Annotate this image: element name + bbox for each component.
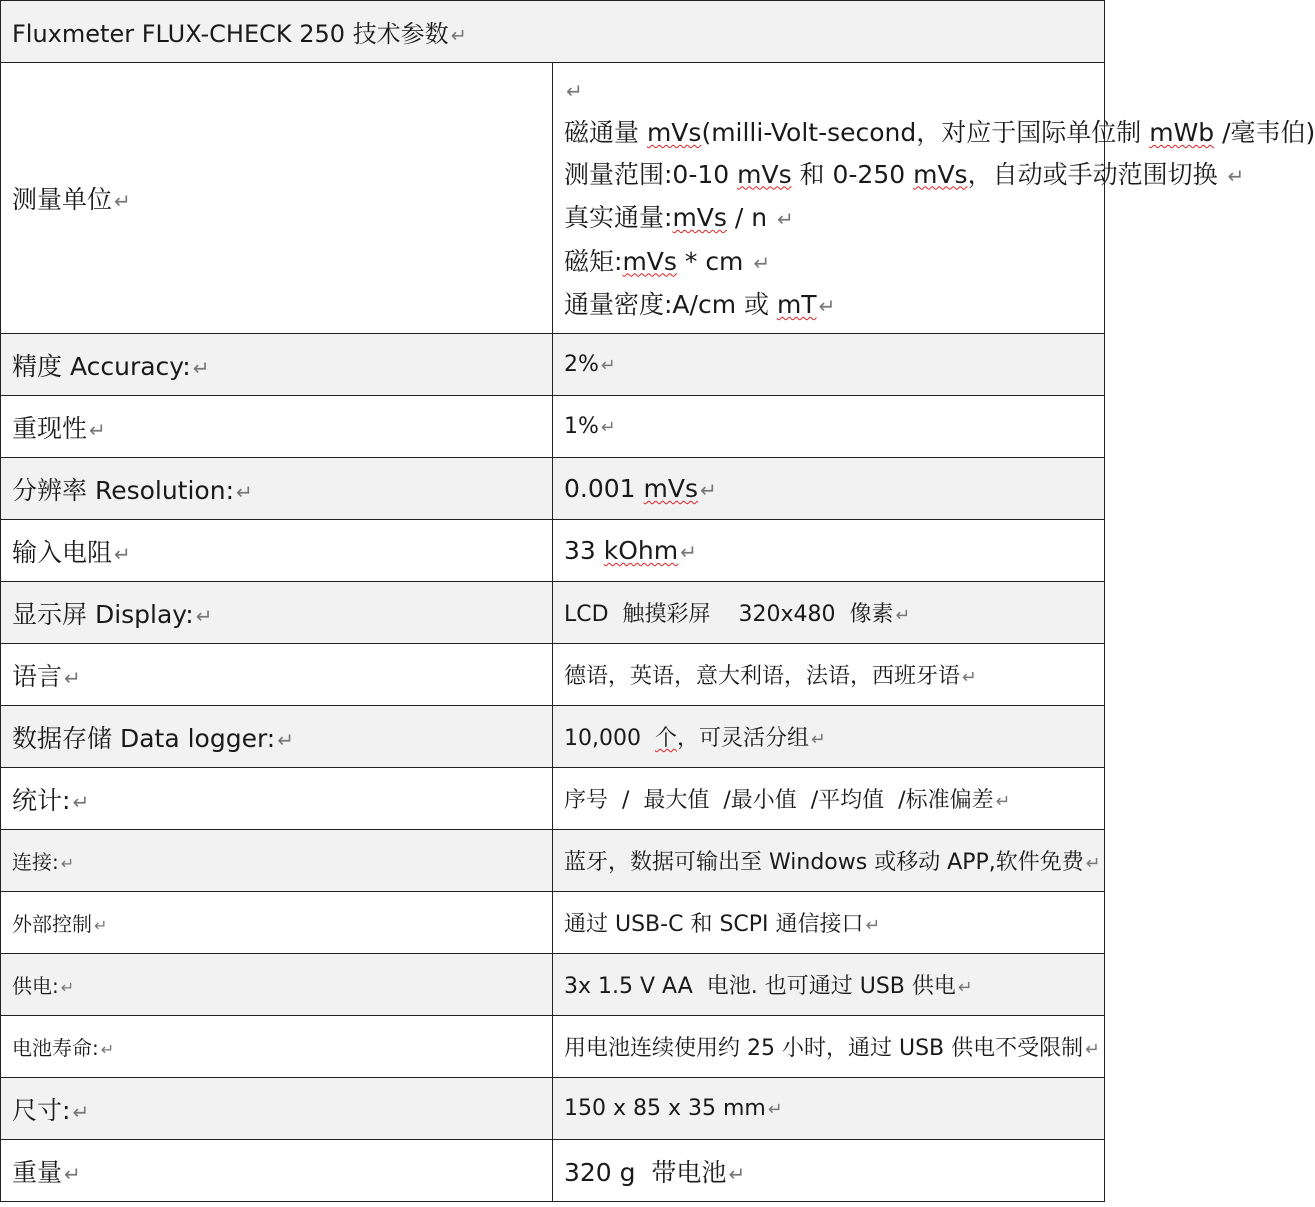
paragraph-mark: ↵: [753, 250, 771, 275]
paragraph-mark: ↵: [600, 356, 616, 376]
paragraph-mark: ↵: [60, 978, 75, 997]
paragraph-mark: ↵: [811, 730, 826, 750]
row-label: [1, 644, 553, 706]
cell-text: 和 0-250: [791, 159, 914, 189]
row-value: [553, 830, 1105, 892]
paragraph-mark: ↵: [600, 418, 616, 438]
row-value: [553, 1140, 1105, 1202]
paragraph-mark: ↵: [114, 189, 131, 213]
cell-text: 连接:: [12, 850, 59, 874]
cell-text: 重现性: [12, 413, 88, 443]
paragraph-mark: ↵: [94, 916, 108, 935]
row-label: [1, 954, 553, 1016]
cell-text: 磁通量: [564, 118, 647, 147]
row-value: [553, 396, 1105, 458]
cell-text: 测量范围:0-10: [564, 159, 738, 189]
spellcheck-word: mVs: [913, 159, 968, 189]
paragraph-mark: ↵: [192, 355, 210, 380]
table-row-accuracy: [1, 334, 1105, 396]
cell-text: 语言: [12, 661, 63, 691]
cell-text: 精度 Accuracy:: [12, 351, 191, 381]
paragraph-mark: ↵: [1227, 163, 1245, 188]
row-value: [553, 582, 1105, 644]
cell-text: 电池寿命:: [12, 1036, 99, 1060]
cell-text: 序号 / 最大值 /最小值 /平均值 /标准偏差: [564, 788, 994, 813]
row-label: [1, 706, 553, 768]
cell-text: LCD 触摸彩屏 320x480 像素: [564, 602, 894, 627]
spellcheck-word: mVs: [672, 203, 727, 232]
spellcheck-word: mT: [776, 290, 817, 319]
cell-text: 蓝牙，数据可输出至 Windows 或移动 APP,软件免费: [564, 850, 1084, 875]
table-row-input-resistance: [1, 520, 1105, 582]
spellcheck-word: mVs: [622, 246, 677, 276]
table-row-external-control: [1, 892, 1105, 954]
table-row-connection: [1, 830, 1105, 892]
table-row-repeatability: [1, 396, 1105, 458]
cell-text: /毫韦伯): [1214, 118, 1315, 147]
spellcheck-word: kOhm: [603, 536, 679, 565]
units-line-range: [564, 154, 1245, 198]
units-line-true-flux: [564, 197, 1104, 241]
paragraph-mark: ↵: [64, 665, 81, 690]
cell-text: ，可灵活分组: [676, 726, 809, 751]
row-label: [1, 1140, 553, 1202]
cell-text: 重量: [12, 1157, 63, 1187]
cell-text: 磁矩:: [564, 246, 623, 276]
paragraph-mark: ↵: [777, 207, 794, 231]
cell-text: 统计:: [12, 785, 71, 815]
paragraph-mark: ↵: [957, 978, 973, 998]
paragraph-mark: ↵: [72, 1099, 90, 1124]
cell-text: / n: [726, 203, 776, 232]
row-value: [553, 334, 1105, 396]
paragraph-mark: ↵: [962, 668, 977, 688]
paragraph-mark: ↵: [818, 294, 836, 318]
row-label: [1, 458, 553, 520]
paragraph-mark: ↵: [700, 478, 717, 502]
row-value: [553, 768, 1105, 830]
row-label: [1, 334, 553, 396]
spellcheck-word: mVs: [643, 474, 699, 503]
units-value: [553, 63, 1315, 334]
cell-text: 用电池连续使用约 25 小时，通过 USB 供电不受限制: [564, 1036, 1084, 1061]
paragraph-mark: ↵: [72, 789, 90, 814]
spellcheck-word: mVs: [737, 159, 792, 189]
row-value: [553, 644, 1105, 706]
row-label: [1, 830, 553, 892]
units-blank-line: [564, 69, 1104, 113]
cell-text: 320 g 带电池: [564, 1157, 727, 1187]
cell-text: 0.001: [564, 474, 644, 503]
table-row-battery-life: [1, 1016, 1105, 1078]
row-value: [553, 892, 1105, 954]
cell-text: 10,000: [564, 726, 655, 751]
table-row-power: [1, 954, 1105, 1016]
spellcheck-word: 个: [654, 726, 677, 751]
cell-text: 2%: [564, 352, 599, 377]
paragraph-mark: ↵: [728, 1161, 746, 1186]
cell-text: 外部控制: [12, 912, 92, 936]
paragraph-mark: ↵: [64, 1161, 81, 1186]
paragraph-mark: ↵: [195, 603, 213, 628]
row-value: [553, 1016, 1105, 1078]
table-row-resolution: [1, 458, 1105, 520]
paragraph-mark: ↵: [236, 479, 253, 504]
cell-text: 德语，英语，意大利语，法语，西班牙语: [564, 664, 961, 689]
cell-text: 分辨率 Resolution:: [12, 475, 234, 505]
units-line-moment: [564, 241, 1104, 285]
cell-text: 33: [564, 536, 604, 565]
paragraph-mark: ↵: [1085, 1040, 1100, 1060]
units-line-density: [564, 284, 1104, 328]
paragraph-mark: ↵: [60, 854, 75, 873]
cell-text: 显示屏 Display:: [12, 599, 194, 629]
cell-text: 真实通量:: [564, 203, 673, 232]
cell-text: 通量密度:A/cm 或: [564, 290, 777, 319]
cell-text: 3x 1.5 V AA 电池. 也可通过 USB 供电: [564, 974, 956, 999]
cell-text: (milli-Volt-second，对应于国际单位制: [701, 118, 1150, 147]
cell-text: * cm: [676, 246, 752, 276]
spellcheck-word: mWb: [1149, 118, 1215, 147]
table-row-statistics: [1, 768, 1105, 830]
table-row-dimensions: [1, 1078, 1105, 1140]
row-label: [1, 1078, 553, 1140]
title-row: [1, 1, 1105, 63]
row-label: [1, 520, 553, 582]
paragraph-mark: ↵: [1085, 854, 1101, 874]
row-label: [1, 396, 553, 458]
row-label: [1, 582, 553, 644]
table-row-data-logger: [1, 706, 1105, 768]
units-line-flux: [564, 112, 1315, 154]
spellcheck-word: mVs: [646, 118, 702, 147]
paragraph-mark: ↵: [89, 417, 106, 442]
cell-text: 测量单位: [12, 185, 113, 214]
row-value: [553, 458, 1105, 520]
row-label: [1, 1016, 553, 1078]
cell-text: 通过 USB-C 和 SCPI 通信接口: [564, 912, 864, 937]
paragraph-mark: ↵: [566, 78, 583, 103]
row-value: [553, 520, 1105, 582]
cell-text: Fluxmeter FLUX-CHECK 250 技术参数: [12, 20, 449, 48]
row-value: [553, 1078, 1105, 1140]
cell-text: 输入电阻: [12, 537, 113, 567]
table-row-weight: [1, 1140, 1105, 1202]
paragraph-mark: ↵: [114, 541, 131, 566]
paragraph-mark: ↵: [100, 1040, 115, 1059]
table-row-language: [1, 644, 1105, 706]
row-value: [553, 706, 1105, 768]
cell-text: 1%: [564, 414, 599, 439]
paragraph-mark: ↵: [277, 727, 294, 752]
paragraph-mark: ↵: [767, 1100, 783, 1120]
paragraph-mark: ↵: [680, 540, 697, 564]
paragraph-mark: ↵: [995, 792, 1011, 812]
row-label: [1, 768, 553, 830]
cell-text: 供电:: [12, 974, 59, 998]
paragraph-mark: ↵: [865, 916, 881, 936]
cell-text: ，自动或手动范围切换: [967, 159, 1226, 189]
cell-text: 数据存储 Data logger:: [12, 723, 276, 753]
paragraph-mark: ↵: [895, 606, 911, 626]
table-title: [1, 1, 1105, 63]
table-row-display: [1, 582, 1105, 644]
cell-text: 尺寸:: [12, 1095, 71, 1125]
units-label: [1, 63, 553, 334]
row-value: [553, 954, 1105, 1016]
paragraph-mark: ↵: [450, 24, 467, 47]
cell-text: 150 x 85 x 35 mm: [564, 1096, 766, 1121]
row-label: [1, 892, 553, 954]
table-row-units: [1, 63, 1105, 334]
